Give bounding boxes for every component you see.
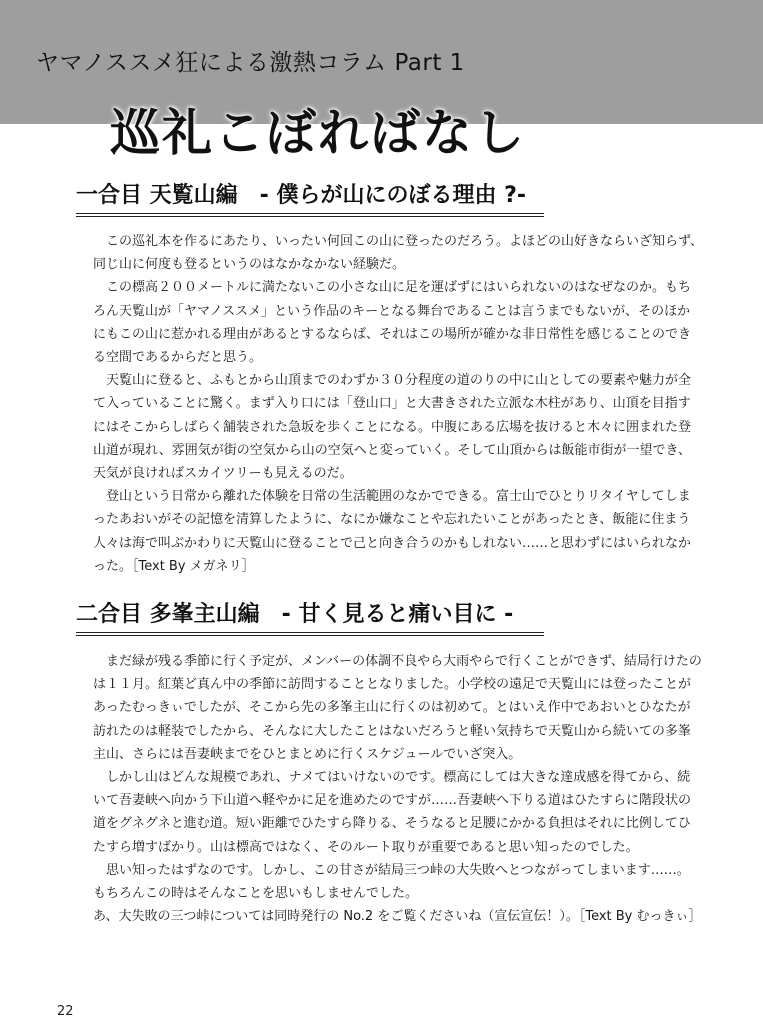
paragraph: しかし山はどんな規模であれ、ナメてはいけないのです。標高にしては大きな達成感を得てから、続いて吾妻峡へ向かう下山道へ軽やかに足を進めたのですが……吾妻峡へ下りる道はひたすらに階段状の道をグネグネと進む道。短い距離でひたすら降りる、そうなると足腰にかかる負担はそれに比例してひたすら増すばかり。山は標高ではなく、そのルート取りが重要であると思い知ったのでした。: [93, 770, 692, 855]
section-heading-1: [76, 178, 546, 217]
section-heading-2: [76, 597, 546, 636]
heading-rule: [76, 632, 544, 636]
paragraph: 思い知ったはずなのです。しかし、この甘さが結局三つ峠の大失敗へとつながってしまいます……。: [106, 862, 690, 878]
paragraph: もちろんこの時はそんなことを思いもしませんでした。: [93, 886, 419, 902]
section-heading-text: 二合目 多峯主山編 - 甘く見ると痛い目に -: [76, 602, 514, 627]
paragraph: 登山という日常から離れた体験を日常の生活範囲のなかでできる。富士山でひとりリタイヤしてしまったあおいがその記憶を清算したように、なにか嫌なことや忘れたいことがあったとき、飯能に住まう人々は海で叫ぶかわりに天覧山に登ることで己と向き合うのかもしれない……と思わずにはいられなかった。［Text By メガネリ］: [93, 489, 692, 574]
section-heading-text: 一合目 天覧山編 - 僕らが山にのぼる理由 ?-: [76, 183, 527, 208]
page-title: 巡礼こぼればなし: [110, 104, 526, 162]
paragraph: まだ緑が残る季節に行く予定が、メンバーの体調不良やら大雨やらで行くことができず、結局行けたのは１１月。紅葉ど真ん中の季節に訪問することとなりました。小学校の遠足で天覧山には登ったことがあったむっきぃでしたが、そこから先の多峯主山に行くのは初めて。とはいえ作中であおいとひなたが訪れたのは軽装でしたから、そんなに大したことはないだろうと軽い気持ちで天覧山から続いての多峯主山、さらには吾妻峡までをひとまとめに行くスケジュールでいざ突入。: [93, 654, 702, 762]
page-number: 22: [57, 1004, 74, 1019]
header-subtitle: ヤマノススメ狂による激熱コラム Part 1: [36, 50, 465, 76]
paragraph: 天覧山に登ると、ふもとから山頂までのわずか３０分程度の道のりの中に山としての要素や魅力が全て入っていることに驚く。まず入り口には「登山口」と大書きされた立派な木柱があり、山頂を目指すにはそこからしばらく舗装された急坂を歩くことになる。中腹にある広場を抜けると木々に囲まれた登山道が現れ、雰囲気が街の空気から山の空気へと変っていく。そして山頂からは飯能市街が一望でき、天気が良ければスカイツリーも見えるのだ。: [93, 373, 692, 482]
paragraph: この巡礼本を作るにあたり、いったい何回この山に登ったのだろう。よほどの山好きならいざ知らず、同じ山に何度も登るというのはなかなかない経験だ。: [93, 234, 703, 273]
paragraph: あ、大失敗の三つ峠については同時発行の No.2 をご覧くださいね（宣伝宣伝！）。［Text By むっきぃ］: [93, 909, 702, 925]
heading-rule: [76, 213, 544, 217]
section-body-2: [93, 650, 703, 928]
paragraph: この標高２００メートルに満たないこの小さな山に足を運ばずにはいられないのはなぜなのか。もちろん天覧山が「ヤマノススメ」という作品のキーとなる舞台であることは言うまでもないが、そのほかにもこの山に惹かれる理由があるとするならば、それはこの場所が確かな非日常性を感じることのできる空間であるからだと思う。: [93, 280, 692, 366]
section-body-1: [93, 230, 703, 578]
